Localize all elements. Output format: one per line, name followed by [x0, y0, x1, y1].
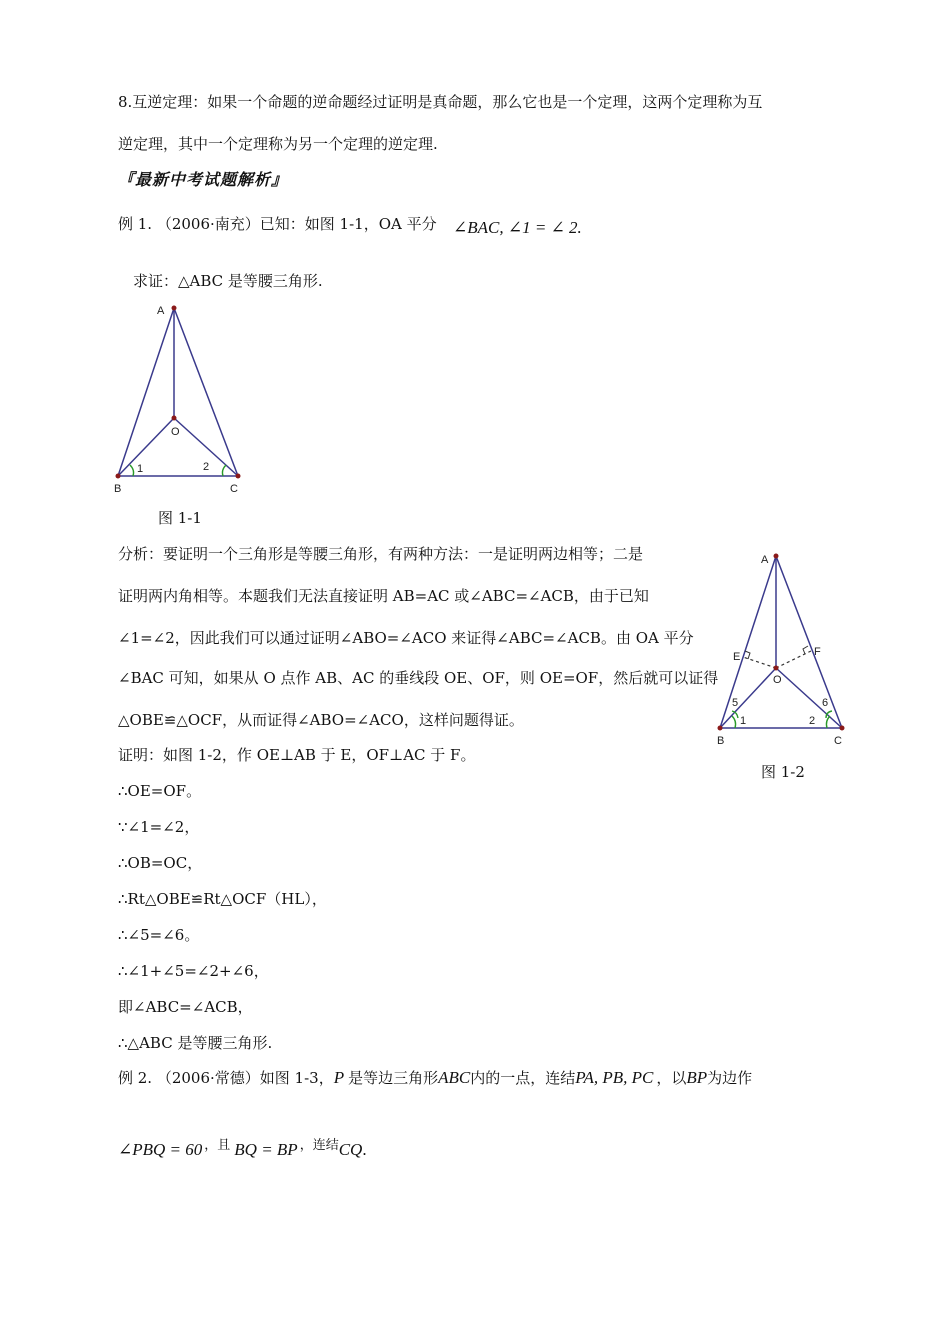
label-b: B: [717, 735, 725, 747]
proof-line9: ∴△ABC 是等腰三角形.: [118, 1034, 273, 1052]
label-e: E: [733, 651, 741, 663]
label-c: C: [230, 483, 238, 495]
example2-sep2: ，连结: [299, 1138, 339, 1153]
label-2: 2: [809, 715, 816, 727]
proof-line1: 证明：如图 1-2，作 OE⊥AB 于 E，OF⊥AC 于 F。: [118, 746, 476, 764]
analysis-line1: 分析：要证明一个三角形是等腰三角形，有两种方法：一是证明两边相等；二是: [118, 545, 644, 563]
math-dot: .: [362, 1140, 367, 1159]
label-6: 6: [822, 697, 829, 709]
segment-of: [776, 651, 811, 668]
side-ac: [776, 556, 842, 728]
example1-intro: 例 1. （2006·南充）已知：如图 1-1，OA 平分: [118, 215, 437, 233]
math-pa-pb-pc: PA, PB, PC: [575, 1068, 654, 1087]
segment-ob: [720, 668, 776, 728]
proof-line5: ∴Rt△OBE≌Rt△OCF（HL），: [118, 890, 327, 908]
label-a: A: [761, 554, 769, 566]
section-heading: 『最新中考试题解析』: [118, 170, 289, 189]
proof-line2: ∴OE=OF。: [118, 782, 202, 800]
segment-ob: [118, 418, 174, 476]
example2-end: 为边作: [707, 1069, 753, 1087]
example2-intro: [118, 1068, 752, 1088]
example2-sep1: ，且: [204, 1138, 231, 1153]
example1-prove: 求证：△ABC 是等腰三角形.: [133, 272, 323, 290]
analysis-line4: ∠BAC 可知，如果从 O 点作 AB、AC 的垂线段 OE、OF，则 OE=OF，然后就可以证得: [118, 669, 719, 687]
math-angle-pbq: ∠PBQ = 60: [118, 1140, 203, 1159]
proof-line3: ∵∠1=∠2，: [118, 818, 200, 836]
proof-line4: ∴OB=OC，: [118, 854, 203, 872]
label-o: O: [773, 674, 782, 686]
math-p: P: [333, 1068, 345, 1087]
label-1: 1: [740, 715, 747, 727]
math-abc: ABC: [438, 1068, 471, 1087]
label-o: O: [171, 426, 180, 438]
label-5: 5: [732, 697, 739, 709]
angle-2-arc: [826, 716, 830, 728]
proof-line8: 即∠ABC=∠ACB，: [118, 998, 253, 1016]
analysis-line3: ∠1=∠2，因此我们可以通过证明∠ABO=∠ACO 来证得∠ABC=∠ACB。由 OA 平分: [118, 629, 694, 647]
proof-line6: ∴∠5=∠6。: [118, 926, 200, 944]
proof-line7: ∴∠1+∠5=∠2+∠6，: [118, 962, 269, 980]
theorem-8-line2: 逆定理，其中一个定理称为另一个定理的逆定理.: [118, 135, 438, 153]
analysis-line2: 证明两内角相等。本题我们无法直接证明 AB=AC 或∠ABC=∠ACB，由于已知: [118, 587, 649, 605]
math-bq-bp: BQ = BP: [234, 1140, 298, 1159]
angle-1-arc: [130, 465, 134, 476]
example2-mid: 是等边三角形: [348, 1069, 439, 1087]
example2-mid3: ，以: [656, 1069, 687, 1087]
figure-1-1: [110, 298, 260, 500]
figure-1-1-caption: 图 1-1: [158, 509, 202, 527]
label-1: 1: [137, 463, 144, 475]
figure-1-2: [712, 548, 852, 748]
label-a: A: [157, 305, 165, 317]
label-2: 2: [203, 461, 210, 473]
figure-1-2-caption: 图 1-2: [761, 763, 805, 781]
math-bp: BP: [686, 1068, 708, 1087]
side-ab: [720, 556, 776, 728]
analysis-line5: △OBE≌△OCF，从而证得∠ABO=∠ACO，这样问题得证。: [118, 711, 524, 729]
label-c: C: [834, 735, 842, 747]
example1-math: ∠BAC, ∠1 = ∠ 2.: [453, 218, 582, 237]
angle-2-arc: [222, 465, 226, 476]
label-f: F: [814, 646, 821, 658]
label-b: B: [114, 483, 122, 495]
example2-line2: [118, 1136, 367, 1160]
side-ac: [174, 308, 238, 476]
angle-1-arc: [732, 716, 736, 728]
example2-intro-text: 例 2. （2006·常德）如图 1-3，: [118, 1069, 334, 1087]
side-ab: [118, 308, 174, 476]
theorem-8-line1: 8.互逆定理：如果一个命题的逆命题经过证明是真命题，那么它也是一个定理，这两个定理称为互: [118, 93, 763, 111]
math-cq: CQ: [338, 1140, 363, 1159]
example2-mid2: 内的一点，连结: [470, 1069, 576, 1087]
